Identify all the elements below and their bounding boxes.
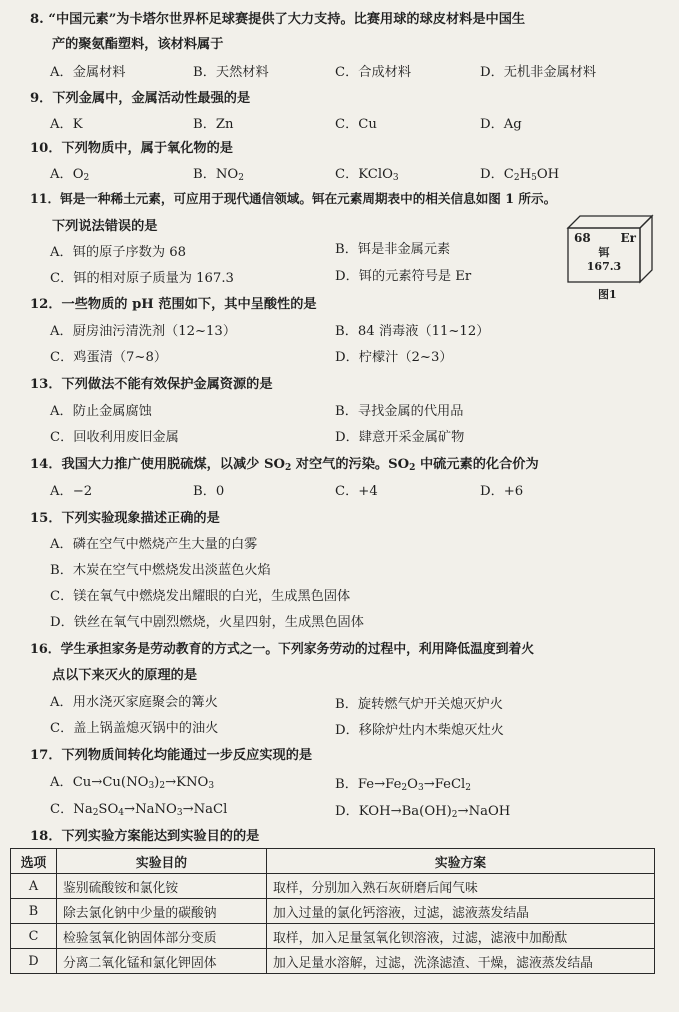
question-16-option-c: C．盖上锅盖熄灭锅中的油火 — [50, 721, 219, 736]
question-8-option-d: D．无机非金属材料 — [480, 65, 597, 80]
question-17-option-b: B．$Fe\to Fe_2O_3\to FeCl_2$ — [335, 777, 472, 793]
row-plan: 加入足量水溶解，过滤，洗涤滤渣、干燥，滤液蒸发结晶 — [267, 949, 655, 974]
question-17-option-a: A．$Cu\to Cu(NO_3)_2\to KNO_3$ — [50, 775, 215, 791]
header-plan: 实验方案 — [267, 849, 655, 874]
question-13-option-a: A．防止金属腐蚀 — [50, 404, 152, 419]
question-16-stem-line1: 16．学生承担家务是劳动教育的方式之一。下列家务劳动的过程中，利用降低温度到着火 — [30, 642, 535, 657]
question-12-option-c: C．鸡蛋清（7~8） — [50, 350, 168, 365]
element-name: 铒 — [598, 246, 610, 259]
row-option: A — [11, 874, 57, 899]
question-9-option-a: A．K — [50, 117, 83, 132]
row-purpose: 分离二氧化锰和氯化钾固体 — [57, 949, 267, 974]
question-14-option-a: A．−2 — [50, 484, 93, 499]
figure-label: 图1 — [598, 288, 617, 301]
header-purpose: 实验目的 — [57, 849, 267, 874]
question-12-option-b: B．84 消毒液（11~12） — [335, 324, 490, 339]
question-13-stem: 13．下列做法不能有效保护金属资源的是 — [30, 377, 273, 392]
question-8-stem-line1: 8. “中国元素”为卡塔尔世界杯足球赛提供了大力支持。比赛用球的球皮材料是中国生 — [30, 12, 526, 27]
question-14-option-b: B．0 — [193, 484, 225, 499]
question-15-option-d: D．铁丝在氧气中剧烈燃烧，火星四射，生成黑色固体 — [50, 615, 364, 630]
question-11-stem-line1: 11．铒是一种稀土元素，可应用于现代通信领域。铒在元素周期表中的相关信息如图 1 所示。 — [30, 191, 557, 206]
row-option: C — [11, 924, 57, 949]
question-11-option-a: A．铒的原子序数为 68 — [50, 245, 186, 260]
table-row — [11, 949, 655, 974]
question-10-option-c: C．KClO$_3$ — [335, 167, 399, 183]
question-11-option-d: D．铒的元素符号是 Er — [335, 269, 472, 284]
question-13-option-c: C．回收利用废旧金属 — [50, 430, 179, 445]
question-17-option-c: C．$Na_2SO_4\to NaNO_3\to NaCl$ — [50, 802, 228, 818]
question-15-option-c: C．镁在氧气中燃烧发出耀眼的白光，生成黑色固体 — [50, 589, 351, 604]
question-9-option-d: D．Ag — [480, 117, 522, 132]
question-17-stem: 17．下列物质间转化均能通过一步反应实现的是 — [30, 748, 313, 763]
question-12-option-a: A．厨房油污清洗剂（12~13） — [50, 324, 237, 339]
row-plan: 取样，加入足量氢氧化钡溶液，过滤，滤液中加酚酞 — [267, 924, 655, 949]
question-16-option-d: D．移除炉灶内木柴熄灭灶火 — [335, 723, 504, 738]
question-16-stem-line2: 点以下来灭火的原理的是 — [52, 668, 198, 683]
question-15-option-b: B．木炭在空气中燃烧发出淡蓝色火焰 — [50, 563, 271, 578]
row-purpose: 除去氯化钠中少量的碳酸钠 — [57, 899, 267, 924]
row-option: B — [11, 899, 57, 924]
table-header-row — [11, 849, 655, 874]
table-row — [11, 899, 655, 924]
question-10-option-a: A．$O_2$ — [50, 167, 90, 183]
question-10-option-b: B．$NO_2$ — [193, 167, 244, 183]
row-plan: 加入过量的氯化钙溶液，过滤，滤液蒸发结晶 — [267, 899, 655, 924]
question-15-option-a: A．磷在空气中燃烧产生大量的白雾 — [50, 537, 258, 552]
question-9-stem: 9．下列金属中，金属活动性最强的是 — [30, 91, 251, 106]
question-11-option-c: C．铒的相对原子质量为 167.3 — [50, 271, 234, 286]
header-option: 选项 — [11, 849, 57, 874]
element-number: 68 — [574, 231, 591, 245]
question-11-stem-line2: 下列说法错误的是 — [52, 219, 158, 234]
question-9-option-c: C．Cu — [335, 117, 377, 132]
row-plan: 取样，分别加入熟石灰研磨后闻气味 — [267, 874, 655, 899]
question-8-option-b: B．天然材料 — [193, 65, 269, 80]
row-option: D — [11, 949, 57, 974]
question-14-stem: 14．我国大力推广使用脱硫煤，以减少 $SO_2$ 对空气的污染。$SO_2$ 中硫元素的化合价为 — [30, 457, 539, 473]
element-symbol: Er — [620, 231, 636, 245]
question-9-option-b: B．Zn — [193, 117, 234, 132]
experiment-table — [10, 848, 655, 974]
question-18-stem: 18．下列实验方案能达到实验目的的是 — [30, 829, 260, 844]
row-purpose: 检验氢氧化钠固体部分变质 — [57, 924, 267, 949]
question-16-option-a: A．用水浇灭家庭聚会的篝火 — [50, 695, 218, 710]
question-13-option-d: D．肆意开采金属矿物 — [335, 430, 465, 445]
question-10-option-d: D．$C_2H_5OH$ — [480, 167, 560, 183]
question-10-stem: 10．下列物质中，属于氧化物的是 — [30, 141, 233, 156]
element-mass: 167.3 — [586, 260, 622, 273]
element-cell-figure — [566, 214, 646, 280]
question-11-option-b: B．铒是非金属元素 — [335, 242, 451, 257]
question-14-option-d: D．+6 — [480, 484, 524, 499]
question-16-option-b: B．旋转燃气炉开关熄灭炉火 — [335, 697, 503, 712]
question-12-stem: 12．一些物质的 pH 范围如下，其中呈酸性的是 — [30, 297, 317, 312]
question-17-option-d: D．$KOH\to Ba(OH)_2\to NaOH$ — [335, 804, 511, 820]
row-purpose: 鉴别硫酸铵和氯化铵 — [57, 874, 267, 899]
question-13-option-b: B．寻找金属的代用品 — [335, 404, 464, 419]
question-15-stem: 15．下列实验现象描述正确的是 — [30, 511, 220, 526]
question-14-option-c: C．+4 — [335, 484, 378, 499]
question-12-option-d: D．柠檬汁（2~3） — [335, 350, 453, 365]
table-row — [11, 874, 655, 899]
question-8-stem-line2: 产的聚氨酯塑料，该材料属于 — [52, 37, 224, 52]
table-row — [11, 924, 655, 949]
question-8-option-c: C．合成材料 — [335, 65, 412, 80]
question-8-option-a: A．金属材料 — [50, 65, 126, 80]
